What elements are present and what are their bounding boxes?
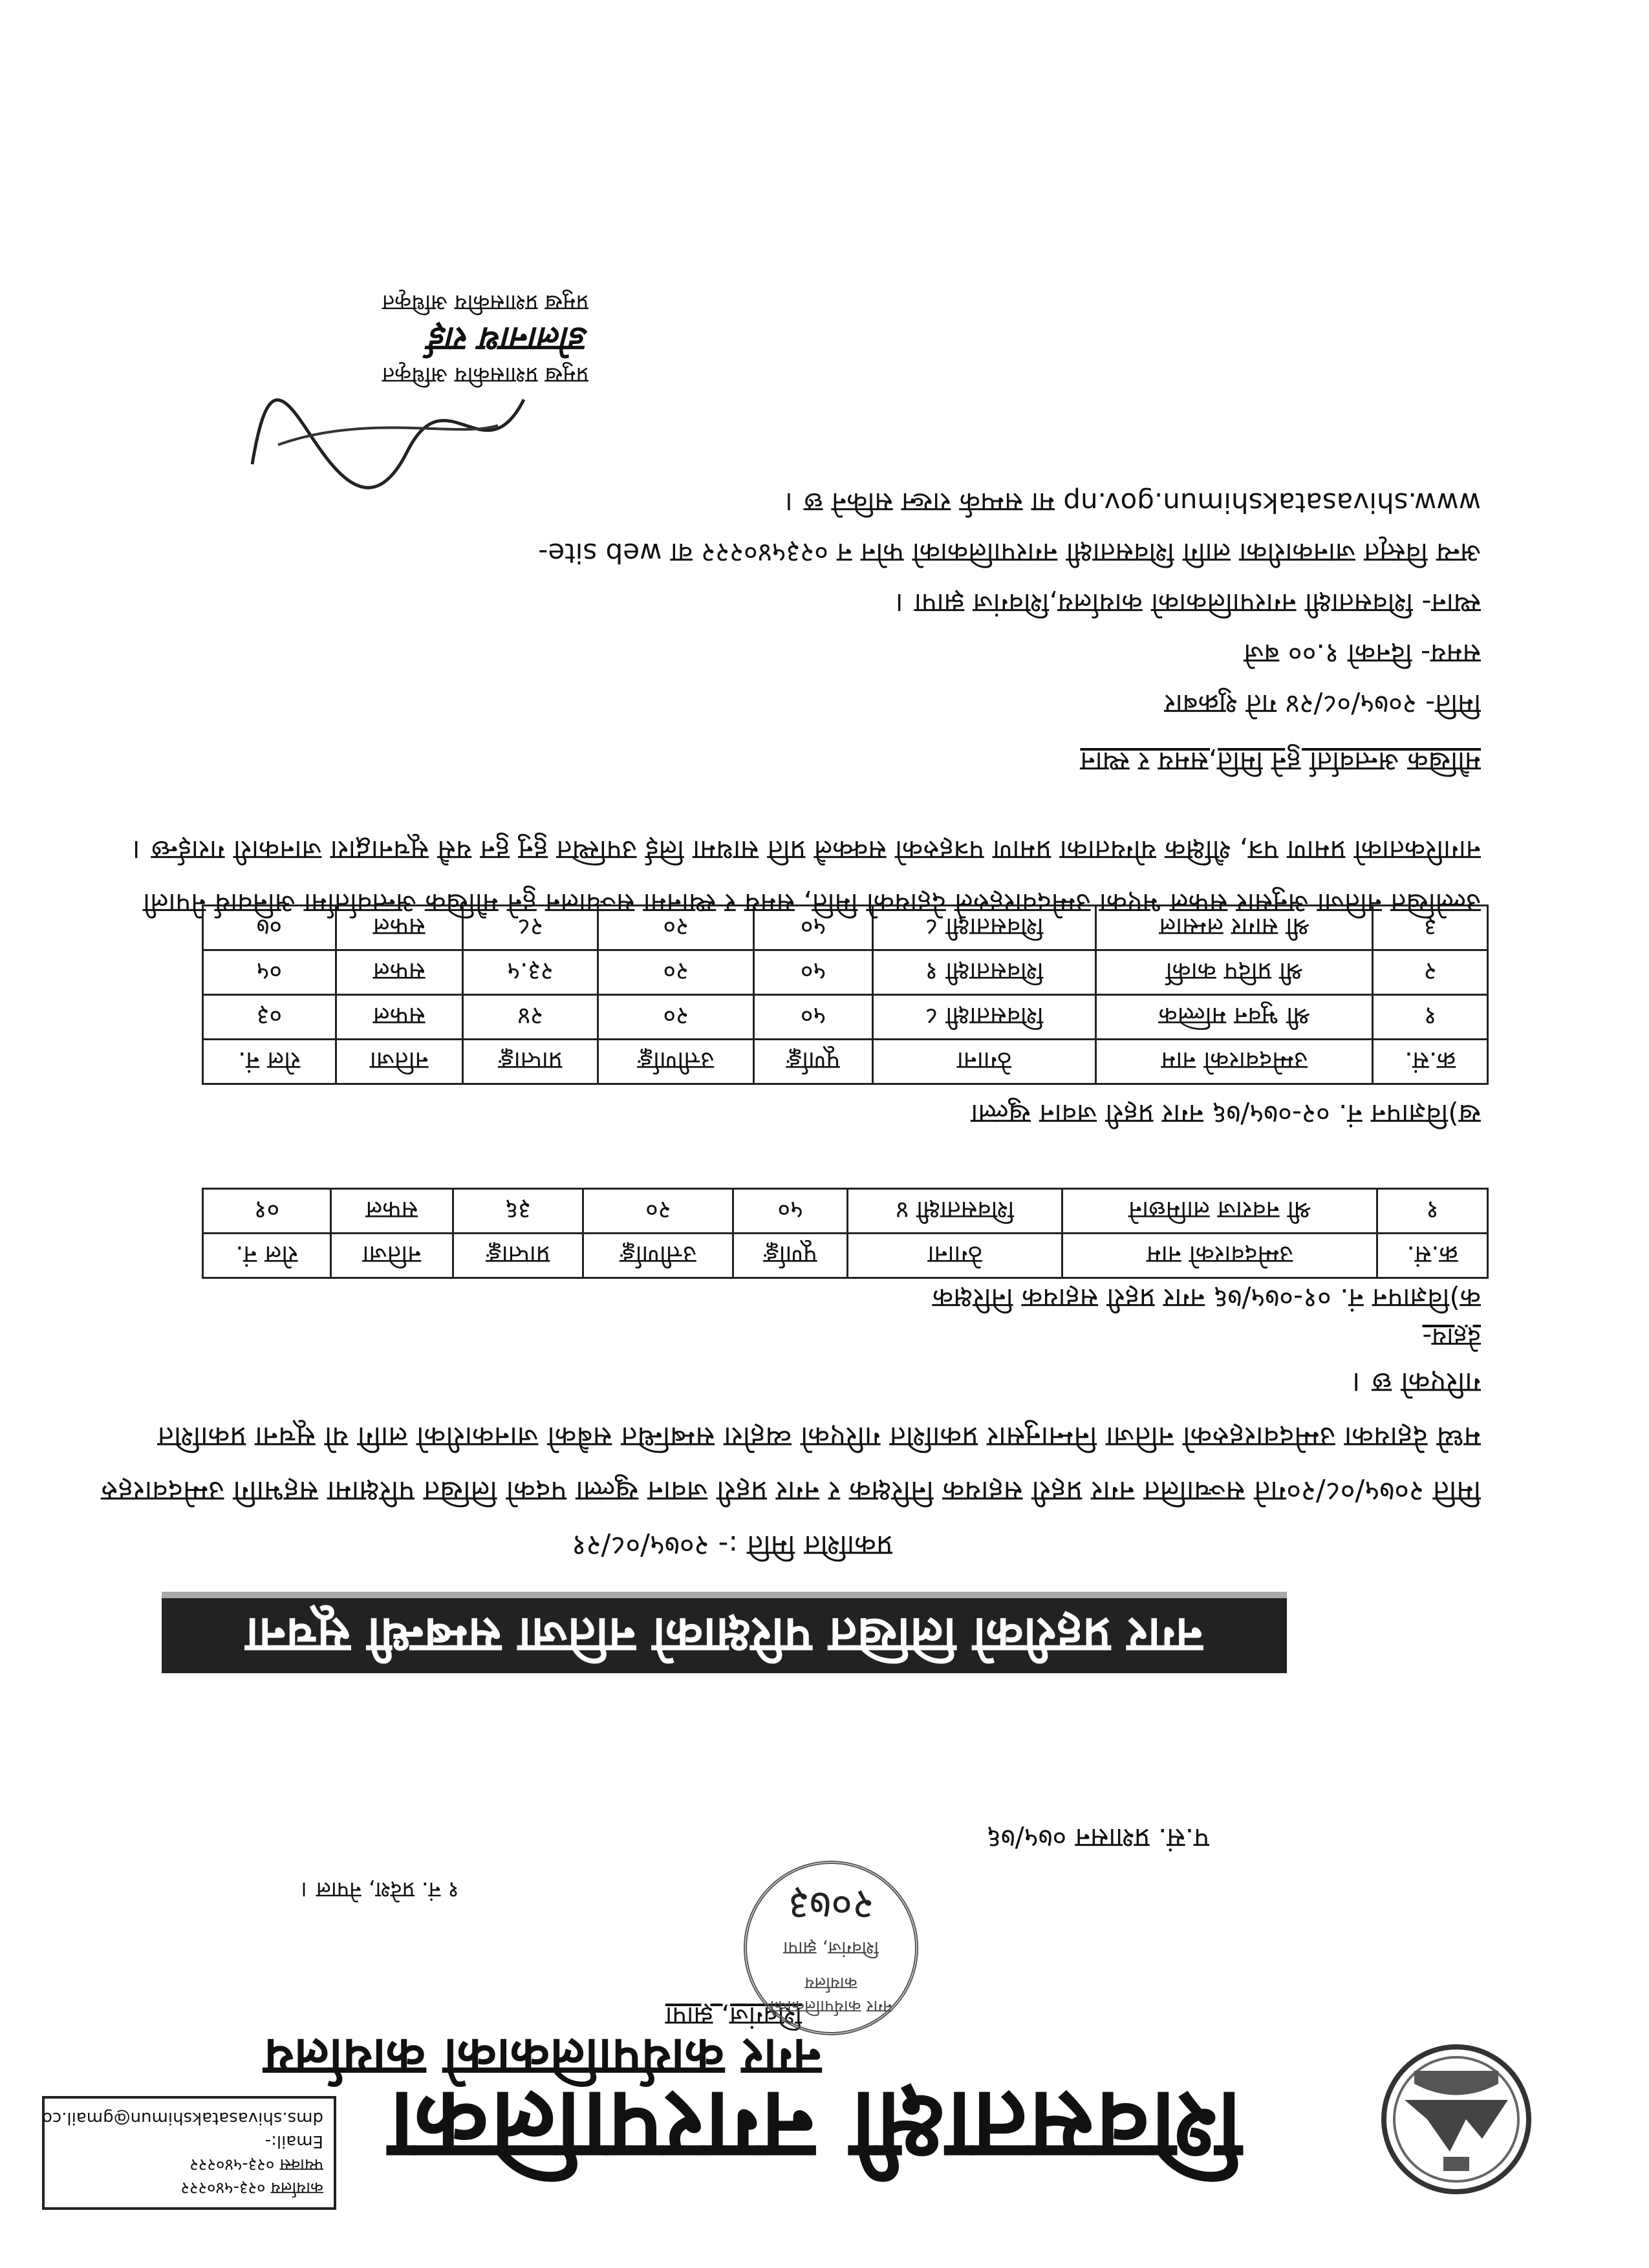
advertisement-2: ख)विज्ञापन नं. ०२-०७५/७६ नगर प्रहरी जवान खुल्ला [971, 1098, 1481, 1130]
table-header-row [203, 1234, 1488, 1278]
signatory-title-top: प्रमुख प्रशासकीय अधिकृत [382, 362, 588, 388]
publish-date: प्रकाशित मिति :- २०७५/०८/२१ [571, 1529, 892, 1562]
cell: २३.५ [462, 950, 598, 995]
seal-rim-text: नगर कार्यपालिकाको कार्यालय [770, 1973, 892, 2016]
col-pass-marks: उत्तीर्णाङ्क [598, 1040, 754, 1084]
cell: २० [598, 995, 754, 1040]
cell: ०३ [203, 995, 336, 1040]
cell: १ [1377, 1189, 1488, 1234]
office-label: कार्यालय [270, 2178, 323, 2198]
cell: श्री सागर लम्साल [1096, 906, 1373, 950]
interview-paragraph: उल्लेखित नतिजा अनुसार सफल भएका उम्मेदवारहरुले देहायको मिति, समय र स्थानमा सञ्चालन हुने मौखिक अन्तर्वार्तामा अनिवार्य नेपाली नागरिकताको प्रमाण पत्र, शैक्षिक योग्यताका प्रमाण पत्रहरुको सक्कलै प्रति साथमा लिई उपस्थित हुनु हुन यसै सूचनाद्वारा जानकारी गराईन्छ । [132, 835, 1481, 919]
col-sn: क्र.सं. [1377, 1234, 1488, 1278]
nepal-emblem-icon [1379, 2042, 1534, 2197]
col-address: ठेगाना [848, 1234, 1062, 1278]
email-label: Email:- [264, 2132, 323, 2151]
schedule-heading: मौखिक अन्तर्वार्ता हुने मिति,समय र स्थान [1080, 746, 1481, 778]
col-name: उम्मेदवारको नाम [1096, 1040, 1373, 1084]
cell: १ [1373, 995, 1488, 1040]
col-result: नतिजा [330, 1234, 453, 1278]
cell: २० [598, 950, 754, 995]
schedule-place: स्थान- शिवसताक्षी नगरपालिकाको कार्यालय,शिवगंज झापा । [895, 588, 1481, 619]
cell: श्री भुवन मल्लिक [1096, 995, 1373, 1040]
cell: २० [598, 906, 754, 950]
col-full-marks: पूर्णाङ्क [733, 1234, 848, 1278]
schedule-date: मिति- २०७५/०८/२४ गते शुक्रबार [1164, 689, 1481, 720]
table-row [203, 995, 1488, 1040]
col-name: उम्मेदवारको नाम [1062, 1234, 1377, 1278]
signatory-name: डोलानाथ राई [431, 319, 588, 358]
website-line: www.shivasatakshimun.gov.np मा सम्पर्क राख्न सकिने छ । [784, 487, 1481, 519]
cell: ५० [733, 1189, 848, 1234]
cell: ५० [754, 995, 873, 1040]
reference-number: प.सं. प्रशासन ०७५/७६ [986, 1823, 1209, 1854]
signatory-designation: प्रमुख प्रशासकीय अधिकृत [382, 290, 588, 316]
signatory-block [200, 284, 588, 393]
col-pass-marks: उत्तीर्णाङ्क [583, 1234, 733, 1278]
schedule-block [97, 477, 1481, 729]
cell: २८ [462, 906, 598, 950]
office-seal [744, 1861, 918, 2035]
cell: ३ [1373, 906, 1488, 950]
seal-year: २०७३ [788, 1881, 874, 1929]
schedule-time: समय- दिनको १.०० बजे [1244, 638, 1481, 670]
cell: शिवसताक्षी ८ [872, 906, 1095, 950]
col-obtained: प्राप्ताङ्क [453, 1234, 583, 1278]
fax-label: फ्याक्स [279, 2155, 323, 2174]
cell: ०७ [203, 906, 336, 950]
schedule-contact: अन्य विस्तृत जानकारीका लागि शिवसताक्षी नगरपालिकाको फोन न ०२३५४०२२२ वा web site- [538, 537, 1481, 569]
cell: शिवसताक्षी ४ [848, 1189, 1062, 1234]
col-roll: रोल नं. [203, 1234, 331, 1278]
fax-number: ०२३-५४०२२२ [189, 2155, 275, 2174]
office-address: शिवगंज, झापा [665, 2001, 802, 2031]
cell: सफल [336, 950, 462, 995]
col-obtained: प्राप्ताङ्क [462, 1040, 598, 1084]
cell: सफल [330, 1189, 453, 1234]
col-full-marks: पूर्णाङ्क [754, 1040, 873, 1084]
cell: सफल [336, 995, 462, 1040]
cell: श्री प्रदिप कार्की [1096, 950, 1373, 995]
col-roll: रोल नं. [203, 1040, 336, 1084]
col-result: नतिजा [336, 1040, 462, 1084]
cell: ०५ [203, 950, 336, 995]
cell: शिवसताक्षी १ [872, 950, 1095, 995]
office-subtitle: नगर कार्यपालिकाको कार्यालय [264, 2027, 821, 2088]
cell: २ [1373, 950, 1488, 995]
cell: श्री नवराज लामिछाने [1062, 1189, 1377, 1234]
cell: शिवसताक्षी ८ [872, 995, 1095, 1040]
office-state: १ नं. प्रदेश, नेपाल । [301, 1877, 459, 1903]
table-row [203, 950, 1488, 995]
col-address: ठेगाना [872, 1040, 1095, 1084]
table-row [203, 1189, 1488, 1234]
cell: ३६ [453, 1189, 583, 1234]
cell: ०१ [203, 1189, 331, 1234]
col-sn: क्र.सं. [1373, 1040, 1488, 1084]
notice-title: नगर प्रहरीको लिखित परिक्षाको नतिजा सम्बन्धी सूचना [162, 1592, 1287, 1673]
cell: २४ [462, 995, 598, 1040]
cell: २० [583, 1189, 733, 1234]
office-title: शिवसताक्षी नगरपालिका [387, 2070, 1242, 2183]
cell: ५० [754, 950, 873, 995]
intro-paragraph: मिति २०७५/०८/२०गते सञ्चालित नगर प्रहरी सहायक निरिक्षक र नगर प्रहरी जवान खुल्ला पदको लिखित परिक्षामा सहभागि उम्मेदवारहरु मध्ये देहायका उम्मेदवारहरुको नतिजा निम्नानुसार प्रकाशित गरिएको व्यहोरा सम्बन्धित सबैको जानकारीको लागि यो सूचना प्रकाशित गरिएको छ । [101, 1366, 1481, 1508]
seal-center-text: शिवगंज, झापा [783, 1938, 879, 1959]
results-table-2 [202, 904, 1489, 1085]
contact-box [42, 2096, 336, 2210]
table-header-row [203, 1040, 1488, 1084]
cell: ५० [754, 906, 873, 950]
cell: सफल [336, 906, 462, 950]
email-address: dms.shivasatakshimun@gmail.co [41, 2108, 323, 2128]
office-phone: ०२३-५४०२२२ [180, 2178, 266, 2198]
purpose-heading: देहाय- [1422, 1322, 1481, 1352]
advertisement-1: क)विज्ञापन नं. ०१-०७५/७६ नगर प्रहरी सहायक निरिक्षक [932, 1283, 1481, 1314]
results-table-1 [202, 1188, 1489, 1279]
